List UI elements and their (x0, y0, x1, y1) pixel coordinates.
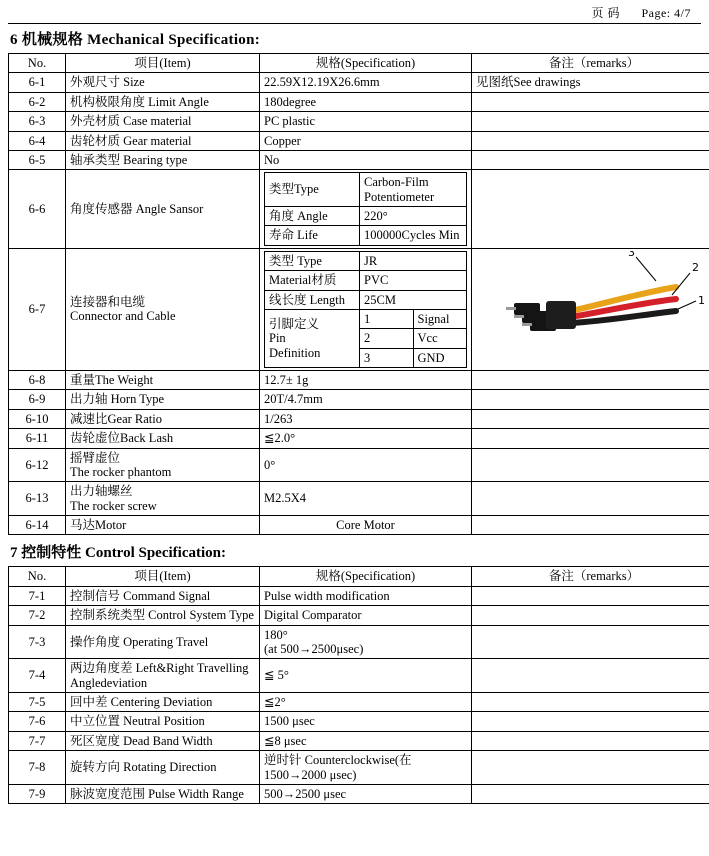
pin-label-en-1: Pin (269, 331, 286, 346)
table-row (9, 371, 709, 390)
subrow-value: 220° (360, 207, 467, 226)
row-item (66, 482, 260, 516)
row-item-en: The rocker screw (70, 498, 157, 513)
subrow (265, 290, 467, 309)
table-row (9, 482, 709, 516)
row-item: 出力轴 Horn Type (66, 390, 260, 409)
col-header-item: 项目(Item) (66, 54, 260, 73)
col-header-remarks: 备注（remarks） (472, 567, 709, 586)
pin-name: Vcc (413, 329, 467, 348)
subrow (265, 207, 467, 226)
table-row (9, 150, 709, 169)
row-remarks (472, 731, 709, 750)
row-spec: 22.59X12.19X26.6mm (260, 73, 472, 92)
row-no: 6-7 (9, 248, 66, 370)
section-6-number: 6 (10, 32, 18, 48)
table-row (9, 390, 709, 409)
subrow-label: 寿命 Life (265, 226, 360, 245)
row-item: 两边角度差 Left&Right Travelling Angledeviation (66, 659, 260, 693)
row-spec: 500→2500 μsec (260, 784, 472, 803)
table-row (9, 429, 709, 448)
row-no: 6-2 (9, 92, 66, 111)
row-spec: No (260, 150, 472, 169)
row-no: 6-12 (9, 448, 66, 482)
row-item: 中立位置 Neutral Position (66, 712, 260, 731)
row-no: 7-1 (9, 586, 66, 605)
row-spec-line2: 1500→2000 μsec) (264, 767, 357, 782)
row-item: 脉波宽度范围 Pulse Width Range (66, 784, 260, 803)
row-item-cn: 出力轴螺丝 (70, 484, 133, 499)
col-header-no: No. (9, 54, 66, 73)
page-label-en: Page: (641, 6, 671, 20)
col-header-spec: 规格(Specification) (260, 567, 472, 586)
section-6-title-cn: 机械规格 (21, 32, 84, 48)
row-item-cn: 摇臂虚位 (70, 450, 121, 465)
row-item: 控制系统类型 Control System Type (66, 606, 260, 625)
row-item: 外壳材质 Case material (66, 112, 260, 131)
row-remarks (472, 784, 709, 803)
section-7-number: 7 (10, 545, 18, 562)
table-row (9, 712, 709, 731)
table-header-row (9, 54, 709, 73)
row-no: 6-13 (9, 482, 66, 516)
col-header-spec: 规格(Specification) (260, 54, 472, 73)
row-no: 7-3 (9, 625, 66, 659)
row-remarks (472, 712, 709, 731)
row-remarks: 见图纸See drawings (472, 73, 709, 92)
row-remarks (472, 516, 709, 535)
pin-label-en-2: Definition (269, 345, 321, 360)
pin-name: Signal (413, 309, 467, 328)
subrow-pin (265, 309, 467, 328)
row-spec: 0° (260, 448, 472, 482)
row-item: 轴承类型 Bearing type (66, 150, 260, 169)
row-remarks (472, 625, 709, 659)
row-spec-line1: 180° (264, 627, 288, 642)
callout-1: 1 (698, 293, 705, 307)
col-header-no: No. (9, 567, 66, 586)
row-no: 6-8 (9, 371, 66, 390)
row-no: 6-1 (9, 73, 66, 92)
row-no: 7-8 (9, 751, 66, 785)
page-label-cn: 页 码 (591, 6, 620, 20)
row-spec (260, 751, 472, 785)
mechanical-spec-table (8, 53, 709, 535)
row-no: 6-14 (9, 516, 66, 535)
row-remarks (472, 92, 709, 111)
control-spec-table (8, 566, 709, 804)
row-item-en: The rocker phantom (70, 464, 172, 479)
row-remarks (472, 112, 709, 131)
connector-subtable (264, 251, 467, 368)
col-header-remarks: 备注（remarks） (472, 54, 709, 73)
row-item: 外观尺寸 Size (66, 73, 260, 92)
row-item: 齿轮虚位Back Lash (66, 429, 260, 448)
callout-2: 2 (692, 260, 699, 274)
row-spec: ≦2° (260, 693, 472, 712)
row-item (66, 448, 260, 482)
row-no: 6-9 (9, 390, 66, 409)
section-7-title-cn: 控制特性 (21, 545, 82, 562)
subrow-value: 25CM (360, 290, 467, 309)
row-remarks (472, 448, 709, 482)
row-spec: M2.5X4 (260, 482, 472, 516)
row-no: 6-6 (9, 170, 66, 249)
row-remarks (472, 390, 709, 409)
table-row-angle-sensor (9, 170, 709, 249)
row-no: 7-4 (9, 659, 66, 693)
row-spec: Pulse width modification (260, 586, 472, 605)
row-remarks (472, 751, 709, 785)
section-7-title-en: Control Specification: (85, 545, 226, 562)
pin-definition-label (265, 309, 360, 367)
page-number: 4/7 (674, 6, 691, 20)
row-spec: Copper (260, 131, 472, 150)
row-spec: ≦ 5° (260, 659, 472, 693)
row-spec: Digital Comparator (260, 606, 472, 625)
pin-number: 2 (360, 329, 414, 348)
table-row (9, 448, 709, 482)
row-no: 7-9 (9, 784, 66, 803)
col-header-item: 项目(Item) (66, 567, 260, 586)
pin-name: GND (413, 348, 467, 367)
row-remarks (472, 409, 709, 428)
table-row (9, 606, 709, 625)
row-spec-nested (260, 170, 472, 249)
row-no: 6-5 (9, 150, 66, 169)
row-remarks (472, 131, 709, 150)
subrow (265, 173, 467, 207)
page-header (8, 0, 701, 23)
row-item: 角度传感器 Angle Sansor (66, 170, 260, 249)
section-6-title-en: Mechanical Specification: (87, 32, 261, 48)
table-row-connector (9, 248, 709, 370)
subrow-label: 类型 Type (265, 251, 360, 270)
table-row (9, 92, 709, 111)
row-no: 7-6 (9, 712, 66, 731)
row-item: 回中差 Centering Deviation (66, 693, 260, 712)
angle-sensor-subtable (264, 172, 467, 246)
row-remarks (472, 606, 709, 625)
subrow-value: Carbon-Film Potentiometer (360, 173, 467, 207)
row-no: 6-11 (9, 429, 66, 448)
subrow-value: JR (360, 251, 467, 270)
subrow (265, 226, 467, 245)
callout-3: 3 (628, 250, 635, 259)
subrow-label: 类型Type (265, 173, 360, 207)
row-no: 7-2 (9, 606, 66, 625)
row-spec: 1/263 (260, 409, 472, 428)
section-7-title (8, 535, 701, 566)
row-item: 机构极限角度 Limit Angle (66, 92, 260, 111)
row-remarks (472, 586, 709, 605)
table-row (9, 751, 709, 785)
table-row (9, 693, 709, 712)
row-spec: 20T/4.7mm (260, 390, 472, 409)
row-spec: PC plastic (260, 112, 472, 131)
row-no: 6-4 (9, 131, 66, 150)
row-no: 6-10 (9, 409, 66, 428)
table-row (9, 784, 709, 803)
pin-label-cn: 引脚定义 (269, 316, 320, 331)
table-row (9, 586, 709, 605)
connector-item-cn: 连接器和电缆 (70, 295, 146, 309)
row-item: 控制信号 Command Signal (66, 586, 260, 605)
row-spec-line2: (at 500→2500μsec) (264, 641, 364, 656)
row-remarks (472, 482, 709, 516)
table-row (9, 516, 709, 535)
subrow-label: 角度 Angle (265, 207, 360, 226)
row-no: 6-3 (9, 112, 66, 131)
table-row (9, 112, 709, 131)
subrow-label: 线长度 Length (265, 290, 360, 309)
subrow (265, 251, 467, 270)
row-spec (260, 625, 472, 659)
row-item (66, 248, 260, 370)
table-header-row (9, 567, 709, 586)
subrow-value: 100000Cycles Min (360, 226, 467, 245)
row-remarks (472, 429, 709, 448)
servo-cable-photo (472, 248, 709, 370)
pin-number: 3 (360, 348, 414, 367)
row-remarks (472, 659, 709, 693)
subrow-value: PVC (360, 271, 467, 290)
row-remarks (472, 693, 709, 712)
row-spec-nested (260, 248, 472, 370)
table-row (9, 409, 709, 428)
section-6-title (8, 24, 701, 53)
table-row (9, 131, 709, 150)
cable-svg (476, 251, 709, 361)
row-spec: ≦2.0° (260, 429, 472, 448)
row-spec: 180degree (260, 92, 472, 111)
subrow-label: Material材质 (265, 271, 360, 290)
table-row (9, 73, 709, 92)
row-spec-line1: 逆时针 Counterclockwise(在 (264, 753, 412, 768)
row-item: 齿轮材质 Gear material (66, 131, 260, 150)
row-spec: 1500 μsec (260, 712, 472, 731)
subrow (265, 271, 467, 290)
row-item: 旋转方向 Rotating Direction (66, 751, 260, 785)
row-item: 死区宽度 Dead Band Width (66, 731, 260, 750)
row-spec: ≦8 μsec (260, 731, 472, 750)
row-no: 7-7 (9, 731, 66, 750)
row-item: 重量The Weight (66, 371, 260, 390)
cable-illustration (476, 251, 709, 368)
row-spec: 12.7± 1g (260, 371, 472, 390)
table-row (9, 731, 709, 750)
pin-number: 1 (360, 309, 414, 328)
row-item: 减速比Gear Ratio (66, 409, 260, 428)
connector-item-en: Connector and Cable (70, 309, 176, 324)
row-item: 操作角度 Operating Travel (66, 625, 260, 659)
row-remarks (472, 150, 709, 169)
row-no: 7-5 (9, 693, 66, 712)
row-item: 马达Motor (66, 516, 260, 535)
row-remarks (472, 170, 709, 249)
row-remarks (472, 371, 709, 390)
table-row (9, 625, 709, 659)
row-spec: Core Motor (260, 516, 472, 535)
table-row (9, 659, 709, 693)
